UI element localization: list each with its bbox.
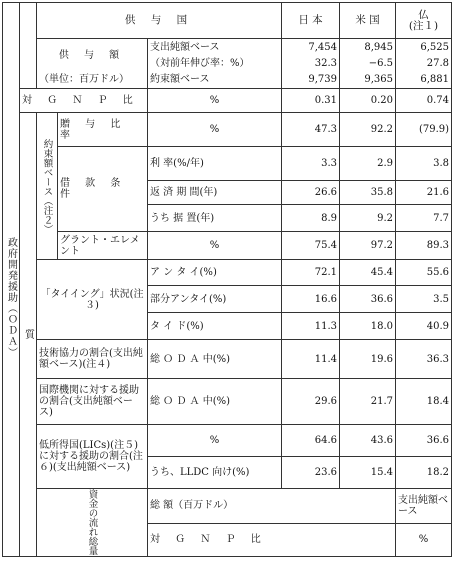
gnp-ratio-france: 0.74 [396,89,452,113]
lic-france: 36.6 [396,425,452,457]
header-japan: 日 本 [282,3,340,39]
loan-period-usa: 35.8 [340,181,396,205]
oda-comparison-table [2,2,452,557]
loan-period-label: 返 済 期 間(年) [148,181,282,205]
loan-rate-france: 3.8 [396,147,452,181]
lic-label: 低所得国(LICs)(注５)に対する援助の割合(注６)(支出純額ベース) [37,425,148,489]
grant-ratio-usa: 92.2 [340,113,396,147]
supply-japan-growth: 32.3 [282,56,340,72]
supply-basis-net: 支出純額ベース [148,39,282,56]
supply-row-1 [3,39,452,56]
grant-ratio-row [3,113,452,147]
grant-ratio-japan: 47.3 [282,113,340,147]
loan-grace-france: 7.7 [396,205,452,232]
lic-lldc-japan: 23.6 [282,457,340,489]
header-france: 仏 (注１) [396,3,452,39]
tech-coop-france: 36.3 [396,340,452,379]
total-flow-basis: 支出純額ベース [396,489,452,524]
multilateral-france: 18.4 [396,379,452,425]
lic-unit: % [148,425,282,457]
header-row [3,3,452,39]
total-flow-side-label: 資金の流れ総量 [37,489,148,557]
loan-rate-usa: 2.9 [340,147,396,181]
tech-coop-japan: 11.4 [282,340,340,379]
tying-partial-france: 3.5 [396,286,452,313]
tying-partial-usa: 36.6 [340,286,396,313]
tech-coop-usa: 19.6 [340,340,396,379]
supply-row-3 [3,72,452,89]
gnp-ratio-usa: 0.20 [340,89,396,113]
header-usa: 米 国 [340,3,396,39]
supply-france-commit: 6,881 [396,72,452,89]
loan-period-japan: 26.6 [282,181,340,205]
supply-usa-growth: −6.5 [340,56,396,72]
supply-japan-net: 7,454 [282,39,340,56]
gnp-ratio-label: 対 Ｇ Ｎ Ｐ 比 [20,89,148,113]
grant-element-japan: 75.4 [282,232,340,260]
tying-tied-france: 40.9 [396,313,452,340]
tying-untied-japan: 72.1 [282,260,340,286]
multilateral-japan: 29.6 [282,379,340,425]
gnp-ratio-unit: % [148,89,282,113]
gnp-ratio-row [3,89,452,113]
supply-france-growth: 27.8 [396,56,452,72]
grant-element-france: 89.3 [396,232,452,260]
loan-label: 借 款 条 件 [58,147,148,232]
loan-rate-japan: 3.3 [282,147,340,181]
corner-cell-2 [20,3,37,39]
quantity-spacer [20,39,37,89]
multilateral-row [3,379,452,425]
tying-partial-label: 部分アンタイ(%) [148,286,282,313]
tying-tied-label: タ イ ド(%) [148,313,282,340]
tech-coop-row [3,340,452,379]
supply-japan-commit: 9,739 [282,72,340,89]
grant-ratio-unit: % [148,113,282,147]
supply-label: 供 与 額 [37,39,148,72]
total-gnp-unit: % [396,523,452,556]
concessional-side-label: 約束額ベース（注２） [37,113,58,260]
multilateral-unit: 総 Ｏ Ｄ Ａ 中(%) [148,379,282,425]
tying-row-untied [3,260,452,286]
tech-coop-unit: 総 Ｏ Ｄ Ａ 中(%) [148,340,282,379]
loan-rate-label: 利 率(%/年) [148,147,282,181]
supply-unit-label: （単位：百万ドル） [37,72,148,89]
total-gnp-label: 対 Ｇ Ｎ Ｐ 比 [148,523,396,556]
tying-untied-usa: 45.4 [340,260,396,286]
lic-row-total [3,425,452,457]
tying-partial-japan: 16.6 [282,286,340,313]
lic-lldc-france: 18.2 [396,457,452,489]
grant-element-usa: 97.2 [340,232,396,260]
tying-label: 「タイイング」状況(注３) [37,260,148,340]
loan-period-france: 21.6 [396,181,452,205]
supply-france-net: 6,525 [396,39,452,56]
lic-lldc-usa: 15.4 [340,457,396,489]
lic-lldc-label: うち、LLDC 向け(%) [148,457,282,489]
tying-untied-label: ア ン タ イ(%) [148,260,282,286]
supply-usa-net: 8,945 [340,39,396,56]
tying-untied-france: 55.6 [396,260,452,286]
supply-usa-commit: 9,365 [340,72,396,89]
supply-basis-growth: （対前年伸び率：%） [148,56,282,72]
loan-row-rate [3,147,452,181]
tech-coop-label: 技術協力の割合(支出純額ベース)(注４) [37,340,148,379]
multilateral-usa: 21.7 [340,379,396,425]
grant-element-label: グラント・エレメント [58,232,148,260]
oda-side-label: 政府開発援助（ＯＤＡ） [3,39,20,557]
loan-grace-japan: 8.9 [282,205,340,232]
total-flow-label: 総 額（百万ドル） [148,489,396,524]
grant-ratio-label: 贈 与 比 率 [58,113,148,147]
loan-grace-label: うち 据 置(年) [148,205,282,232]
grant-element-unit: % [148,232,282,260]
gnp-ratio-japan: 0.31 [282,89,340,113]
lic-usa: 43.6 [340,425,396,457]
tying-tied-japan: 11.3 [282,313,340,340]
loan-grace-usa: 9.2 [340,205,396,232]
grant-ratio-france: (79.9) [396,113,452,147]
supply-basis-commit: 約束額ベース [148,72,282,89]
quality-side-label: 質 [20,113,37,557]
header-donor: 供 与 国 [37,3,282,39]
tying-tied-usa: 18.0 [340,313,396,340]
grant-element-row [3,232,452,260]
total-flow-row [3,489,452,524]
multilateral-label: 国際機関に対する援助の割合(支出純額ベース) [37,379,148,425]
corner-cell-1 [3,3,20,39]
lic-japan: 64.6 [282,425,340,457]
